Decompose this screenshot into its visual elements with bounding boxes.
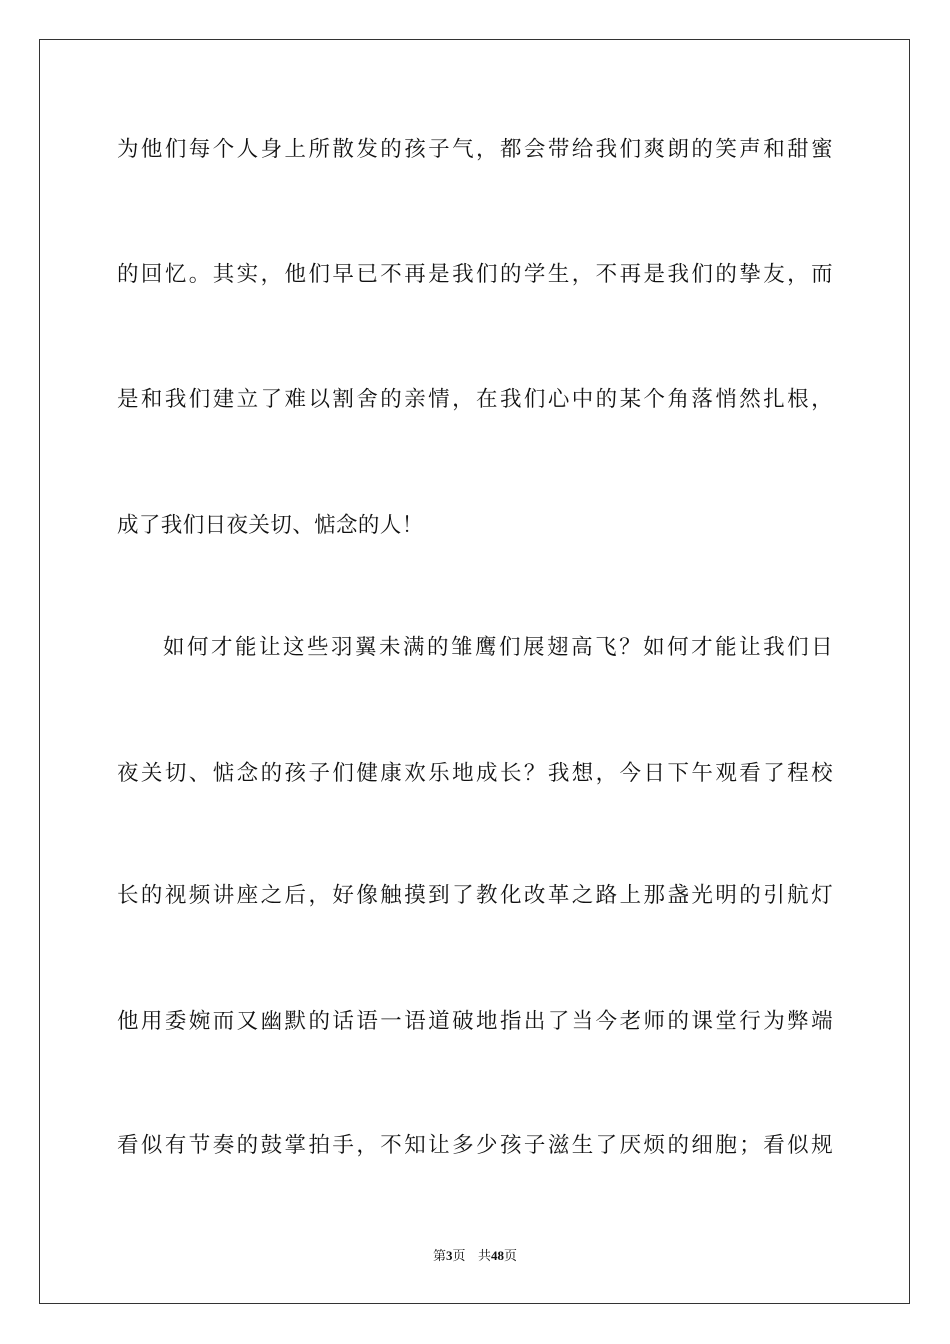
body-text-line-5: 如何才能让这些羽翼未满的雏鹰们展翅高飞？如何才能让我们日 bbox=[163, 635, 833, 660]
body-text-line-6: 夜关切、惦念的孩子们健康欢乐地成长？我想，今日下午观看了程校 bbox=[117, 761, 833, 786]
page-border bbox=[39, 39, 910, 1304]
body-text-line-4: 成了我们日夜关切、惦念的人！ bbox=[117, 513, 424, 538]
body-text-line-7: 长的视频讲座之后，好像触摸到了教化改革之路上那盏光明的引航灯 bbox=[117, 883, 833, 908]
footer-total-prefix: 共 bbox=[477, 1249, 491, 1264]
body-text-line-9: 看似有节奏的鼓掌拍手，不知让多少孩子滋生了厌烦的细胞；看似规 bbox=[117, 1133, 833, 1158]
footer-page-suffix: 页 bbox=[452, 1249, 466, 1264]
body-text-line-1: 为他们每个人身上所散发的孩子气，都会带给我们爽朗的笑声和甜蜜 bbox=[117, 137, 833, 162]
footer-page-prefix: 第 bbox=[433, 1249, 447, 1264]
footer-total-suffix: 页 bbox=[503, 1249, 517, 1264]
footer-page-number: 3 bbox=[446, 1248, 453, 1263]
body-text-line-3: 是和我们建立了难以割舍的亲情，在我们心中的某个角落悄然扎根， bbox=[117, 387, 833, 412]
body-text-line-2: 的回忆。其实，他们早已不再是我们的学生，不再是我们的挚友，而 bbox=[117, 262, 833, 287]
page-footer bbox=[0, 1247, 950, 1266]
footer-total-pages: 48 bbox=[490, 1248, 504, 1263]
body-text-line-8: 他用委婉而又幽默的话语一语道破地指出了当今老师的课堂行为弊端 bbox=[117, 1009, 833, 1034]
